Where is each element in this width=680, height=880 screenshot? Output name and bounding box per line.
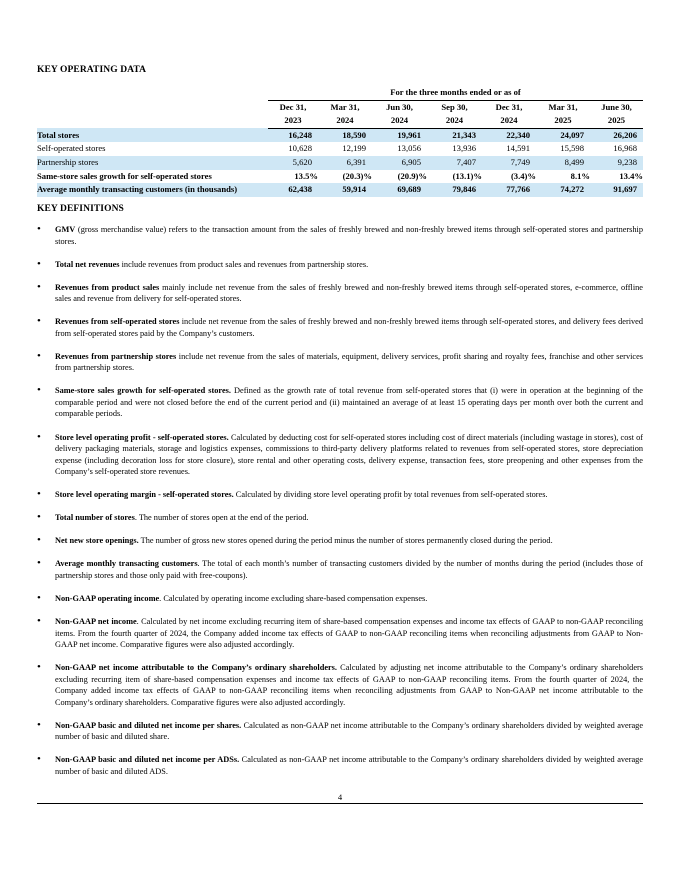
definition-term: Revenues from product sales	[55, 282, 160, 292]
bullet-icon: •	[37, 430, 41, 443]
page-number: 4	[337, 792, 343, 802]
definition-text: Defined as the growth rate of total revenue from self-operated stores that (i) were in operation at the beginning of the comparable period and were not closed before the end of the current period and (ii) maintained an average of at least 15 operating days per month over both the current and comparable periods.	[55, 386, 643, 419]
definition-item	[37, 489, 643, 501]
column-header-month: June 30,	[601, 101, 632, 112]
table-cell: 10,628	[288, 143, 312, 154]
table-row-self-operated-stores	[37, 142, 643, 156]
definition-text: . Calculated by net income excluding recurring item of share-based compensation expenses and income tax effects of GAAP to non-GAAP reconciling items. From the fourth quarter of 2024, the Company added income tax effects of GAAP to non-GAAP reconciling items when reconciling adjustments from GAAP to Non-GAAP net income. Comparative figures were also adjusted accordingly.	[55, 617, 643, 650]
definition-text: Calculated by dividing store level operating profit by total revenues from self-operated stores.	[233, 490, 548, 500]
bullet-icon: •	[37, 615, 41, 628]
column-header-month: Jun 30,	[386, 101, 413, 112]
table-cell: 91,697	[590, 183, 643, 197]
table-cell: 19,961	[372, 128, 427, 142]
definition-text: . The number of stores open at the end of the period.	[134, 513, 309, 523]
table-cell: 6,905	[372, 156, 427, 170]
definition-item	[37, 616, 643, 651]
bullet-icon: •	[37, 384, 41, 397]
definition-item	[37, 593, 643, 605]
table-row-total-stores	[37, 128, 643, 142]
definition-item	[37, 259, 643, 271]
bullet-icon: •	[37, 592, 41, 605]
bullet-icon: •	[37, 557, 41, 570]
table-cell: 9,238	[590, 156, 643, 170]
definition-term: Non-GAAP basic and diluted net income per ADSs.	[55, 755, 240, 765]
definition-item	[37, 432, 643, 478]
definition-term: Non-GAAP operating income	[55, 594, 160, 604]
definition-term: Non-GAAP net income attributable to the Company’s ordinary shareholders.	[55, 663, 337, 673]
table-cell: 16,248	[268, 128, 318, 142]
table-cell: 13.5%	[294, 170, 318, 181]
definition-term: Net new store openings.	[55, 536, 139, 546]
table-cell: (13.1)%	[452, 170, 482, 181]
column-header-month: Dec 31,	[279, 101, 307, 112]
column-header-year: 2024	[318, 114, 372, 128]
definition-text: mainly include net revenue from the sales of freshly brewed and non-freshly brewed items through self-operated stores, e-commerce, offline sales and revenue from delivery for self-operated stores.	[55, 282, 643, 304]
bullet-icon: •	[37, 718, 41, 731]
table-cell: 69,689	[372, 183, 427, 197]
bullet-icon: •	[37, 534, 41, 547]
table-cell: (20.9)%	[397, 170, 427, 181]
period-header: For the three months ended or as of	[268, 86, 643, 100]
column-header-month: Sep 30,	[441, 101, 468, 112]
definition-item	[37, 512, 643, 524]
definition-text: . Calculated by operating income excluding share-based compensation expenses.	[159, 594, 428, 604]
definition-text: Calculated by adjusting net income attributable to the Company’s ordinary shareholders excluding recurring item of share-based compensation expenses and income tax effects of GAAP to non-GAAP reconciling items. From the fourth quarter of 2024, the Company added income tax effects of GAAP to non-GAAP reconciling items when reconciling adjustments from GAAP to Non-GAAP net income attributable to the Company’s ordinary shareholders. Comparative figures were also adjusted accordingly.	[55, 663, 643, 707]
definition-item	[37, 224, 643, 247]
footer-rule	[37, 803, 643, 804]
column-header-year: 2024	[427, 114, 482, 128]
definition-text: include net revenue from the sales of freshly brewed and non-freshly brewed items through self-operated stores, and delivery fees derived from self-operated stores paid by the Company’s customers.	[55, 317, 644, 338]
definition-term: Store level operating profit - self-operated stores.	[55, 432, 229, 442]
table-cell: 13,056	[397, 143, 421, 154]
definition-text: include revenues from product sales and revenues from partnership stores.	[119, 259, 369, 269]
definition-term: Total net revenues	[55, 259, 120, 269]
definition-term: Total number of stores	[55, 513, 135, 523]
definition-text: Calculated as non-GAAP net income attributable to the Company’s ordinary shareholders divided by weighted average number of basic and diluted share.	[55, 720, 644, 742]
bullet-icon: •	[37, 315, 41, 328]
table-row-average-monthly-transacting-customers	[37, 183, 643, 197]
bullet-icon: •	[37, 223, 41, 235]
row-label: Same-store sales growth for self-operated stores	[37, 170, 212, 181]
table-cell: 18,590	[318, 128, 372, 142]
definition-text: Calculated as non-GAAP net income attributable to the Company’s ordinary shareholders divided by weighted average number of basic and diluted ADS.	[55, 755, 643, 776]
definition-term: GMV	[55, 225, 76, 234]
table-cell: 8.1%	[570, 170, 590, 181]
table-cell: 74,272	[536, 183, 590, 197]
table-cell: (3.4)%	[510, 170, 536, 181]
definition-item	[37, 754, 643, 777]
definition-term: Non-GAAP net income	[55, 617, 137, 627]
table-cell: 14,591	[506, 143, 530, 154]
bullet-icon: •	[37, 661, 41, 674]
definition-term: Revenues from self-operated stores	[55, 317, 180, 327]
definition-term: Store level operating margin - self-operated stores.	[55, 490, 234, 500]
table-cell: 8,499	[536, 156, 590, 170]
definitions-list	[37, 224, 643, 789]
definition-item	[37, 720, 643, 743]
table-cell: 77,766	[482, 183, 536, 197]
definition-item	[37, 385, 643, 420]
table-cell: 13,936	[452, 143, 476, 154]
definition-term: Revenues from partnership stores	[55, 351, 177, 361]
table-cell: 59,914	[318, 183, 372, 197]
definition-text: Calculated by deducting cost for self-operated stores including cost of direct materials (including wastage in stores), cost of delivery packaging materials, storage and logistics expenses, commissions to third-party delivery platforms related to revenues from self-operated stores, store depreciation expense (including decoration loss for store closure), store rental and other operating costs, delivery expense, transaction fees, store preopening and other expenses from the Company’s self-operated store revenues.	[55, 432, 644, 477]
definition-term: Average monthly transacting customers	[55, 559, 198, 569]
table-cell: 79,846	[427, 183, 482, 197]
bullet-icon: •	[37, 257, 41, 270]
table-cell: 16,968	[613, 143, 637, 154]
section-title-key-definitions: KEY DEFINITIONS	[37, 204, 124, 214]
column-header-month: Mar 31,	[330, 101, 360, 112]
definition-text: The number of gross new stores opened during the period minus the number of stores permanently closed during the period.	[138, 536, 553, 546]
table-cell: 26,206	[590, 128, 643, 142]
table-cell: 6,391	[318, 156, 372, 170]
table-cell: 21,343	[427, 128, 482, 142]
key-operating-data-table	[37, 86, 643, 197]
table-cell: 13.4%	[619, 170, 643, 181]
column-header-year: 2023	[268, 114, 318, 128]
bullet-icon: •	[37, 753, 41, 766]
table-cell: 15,598	[560, 143, 584, 154]
bullet-icon: •	[37, 511, 41, 524]
definition-term: Non-GAAP basic and diluted net income per shares.	[55, 720, 242, 730]
column-header-year: 2024	[482, 114, 536, 128]
table-row-same-store-sales-growth	[37, 170, 643, 184]
row-label: Self-operated stores	[37, 143, 106, 154]
bullet-icon: •	[37, 349, 41, 362]
definition-item	[37, 535, 643, 547]
column-header-year: 2025	[536, 114, 590, 128]
definition-item	[37, 558, 643, 581]
table-header-period-row	[37, 86, 643, 100]
table-header-month-row	[37, 100, 643, 114]
definition-text: . The total of each month’s number of transacting customers divided by the number of months during the period (includes those of partnership stores and those only paid with free-coupons).	[55, 559, 643, 580]
definition-item	[37, 662, 643, 708]
definition-term: Same-store sales growth for self-operated stores.	[55, 386, 231, 396]
table-cell: 22,340	[482, 128, 536, 142]
row-label: Total stores	[37, 128, 268, 142]
definition-item	[37, 316, 643, 339]
table-row-partnership-stores	[37, 156, 643, 170]
table-cell: 7,407	[427, 156, 482, 170]
bullet-icon: •	[37, 280, 41, 293]
table-cell: 7,749	[482, 156, 536, 170]
bullet-icon: •	[37, 488, 41, 501]
row-label: Average monthly transacting customers (in thousands)	[37, 183, 268, 197]
column-header-month: Mar 31,	[548, 101, 578, 112]
section-title-key-operating-data: KEY OPERATING DATA	[37, 65, 147, 75]
definition-item	[37, 351, 643, 374]
table-cell: 5,620	[268, 156, 318, 170]
column-header-year: 2024	[372, 114, 427, 128]
definition-item	[37, 282, 643, 305]
table-header-year-row	[37, 114, 643, 128]
definition-text: include net revenue from the sales of materials, equipment, delivery services, profit sharing and royalty fees, franchise and other services from partnership stores.	[55, 351, 643, 373]
table-cell: 12,199	[342, 143, 366, 154]
table-cell: 62,438	[268, 183, 318, 197]
column-header-year: 2025	[590, 114, 643, 128]
table-cell: 24,097	[536, 128, 590, 142]
column-header-month: Dec 31,	[495, 101, 523, 112]
definition-text: (gross merchandise value) refers to the transaction amount from the sales of freshly brewed and non-freshly brewed items through self-operated stores and partnership stores.	[55, 225, 643, 246]
table-cell: (20.3)%	[342, 170, 372, 181]
row-label: Partnership stores	[37, 156, 268, 170]
